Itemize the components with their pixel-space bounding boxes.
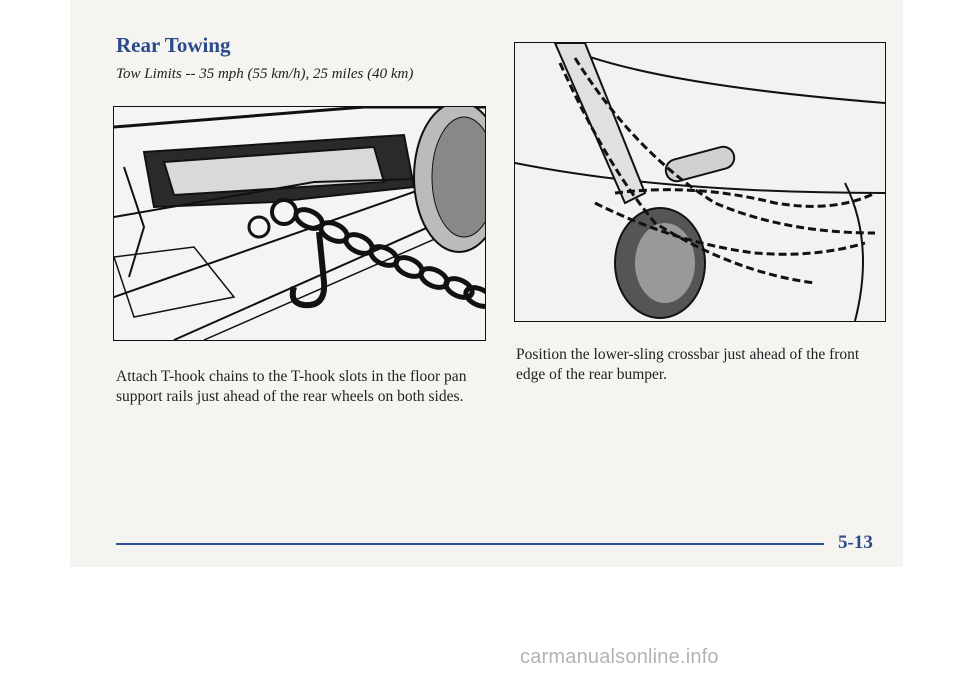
right-caption: Position the lower-sling crossbar just ahead of the front edge of the rear bumper. — [516, 346, 860, 383]
lower-sling-crossbar-illustration — [514, 42, 886, 322]
footer-rule — [116, 543, 824, 545]
page-number: 5-13 — [838, 532, 873, 553]
t-hook-chain-illustration — [113, 106, 486, 341]
left-caption: Attach T-hook chains to the T-hook slots in the floor pan support rails just ahead of the rear wheels on both sides. — [116, 368, 467, 405]
tow-limits-subtitle: Tow Limits -- 35 mph (55 km/h), 25 miles (40 km) — [116, 66, 414, 82]
watermark-text: carmanualsonline.info — [520, 646, 719, 668]
section-title: Rear Towing — [116, 33, 231, 57]
